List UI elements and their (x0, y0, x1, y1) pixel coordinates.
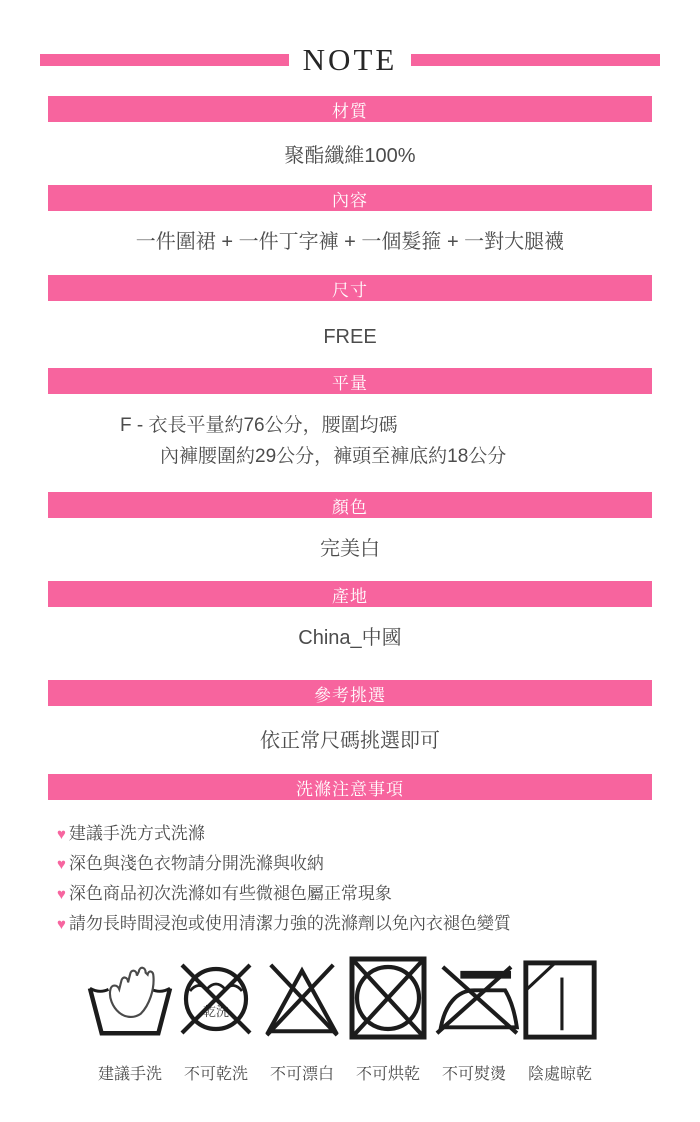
care-item-no-dry-clean (173, 957, 259, 1041)
section-bar-measure: 平量 (48, 368, 652, 394)
no-tumble-dry-icon (348, 955, 428, 1041)
care-label: 不可漂白 (269, 1066, 334, 1083)
care-item-no-tumble-dry (345, 955, 431, 1041)
hand-wash-icon (87, 961, 173, 1041)
care-label-wrap (431, 1041, 517, 1084)
care-label: 不可熨燙 (441, 1066, 506, 1083)
material-value: 聚酯纖維100% (284, 145, 416, 167)
measure-line-2: 內褲腰圍約29公分，褲頭至褲底約18公分 (160, 446, 507, 467)
care-label: 不可乾洗 (183, 1066, 248, 1083)
care-label: 建議手洗 (97, 1066, 162, 1083)
washing-note (57, 909, 700, 939)
care-item-dry-in-shade (517, 959, 603, 1041)
washing-note (57, 879, 700, 909)
section-bar-material: 材質 (48, 96, 652, 122)
heart-icon: ♥ (57, 826, 66, 843)
care-item-hand-wash (87, 961, 173, 1041)
header-right-line (411, 54, 660, 66)
care-label-wrap (345, 1041, 431, 1084)
care-item-no-bleach (259, 959, 345, 1041)
washing-notes (0, 819, 700, 939)
no-bleach-icon (258, 959, 346, 1041)
section-bar-washing: 洗滌注意事項 (48, 774, 652, 800)
header-left-line (40, 54, 289, 66)
care-icons-row (0, 955, 695, 1041)
no-iron-icon (428, 965, 520, 1041)
washing-note (57, 819, 700, 849)
care-label-wrap (259, 1041, 345, 1084)
heart-icon: ♥ (57, 916, 66, 933)
size-value: FREE (323, 326, 377, 348)
origin-value: China_中國 (298, 627, 402, 649)
dry-clean-inner-text: 乾洗 (202, 1004, 230, 1019)
care-label-wrap (87, 1041, 173, 1084)
measure-line-1: F - 衣長平量約76公分，腰圍均碼 (120, 415, 398, 436)
section-bar-origin: 產地 (48, 581, 652, 607)
care-labels-row (0, 1041, 695, 1084)
care-label-wrap (517, 1041, 603, 1084)
note-header (0, 0, 700, 76)
selection-value: 依正常尺碼挑選即可 (260, 730, 440, 752)
contents-value: 一件圍裙 + 一件丁字褲 + 一個髮箍 + 一對大腿襪 (135, 231, 565, 253)
washing-note (57, 849, 700, 879)
measure-block (0, 410, 700, 472)
care-item-no-iron (431, 965, 517, 1041)
heart-icon: ♥ (57, 886, 66, 903)
washing-note-text: 請勿長時間浸泡或使用清潔力強的洗滌劑以免內衣褪色變質 (68, 914, 511, 933)
section-bar-selection: 參考挑選 (48, 680, 652, 706)
section-bar-color: 顏色 (48, 492, 652, 518)
dry-in-shade-icon (521, 959, 599, 1041)
section-bar-size: 尺寸 (48, 275, 652, 301)
care-label-wrap (173, 1041, 259, 1084)
no-dry-clean-icon (174, 957, 258, 1041)
section-bar-contents: 內容 (48, 185, 652, 211)
care-label: 陰處晾乾 (527, 1066, 592, 1083)
page-title: NOTE (302, 42, 398, 77)
color-value: 完美白 (320, 538, 380, 560)
washing-note-text: 深色商品初次洗滌如有些微褪色屬正常現象 (68, 884, 392, 903)
washing-note-text: 建議手洗方式洗滌 (68, 824, 205, 843)
washing-note-text: 深色與淺色衣物請分開洗滌與收納 (68, 854, 324, 873)
care-label: 不可烘乾 (355, 1066, 420, 1083)
heart-icon: ♥ (57, 856, 66, 873)
